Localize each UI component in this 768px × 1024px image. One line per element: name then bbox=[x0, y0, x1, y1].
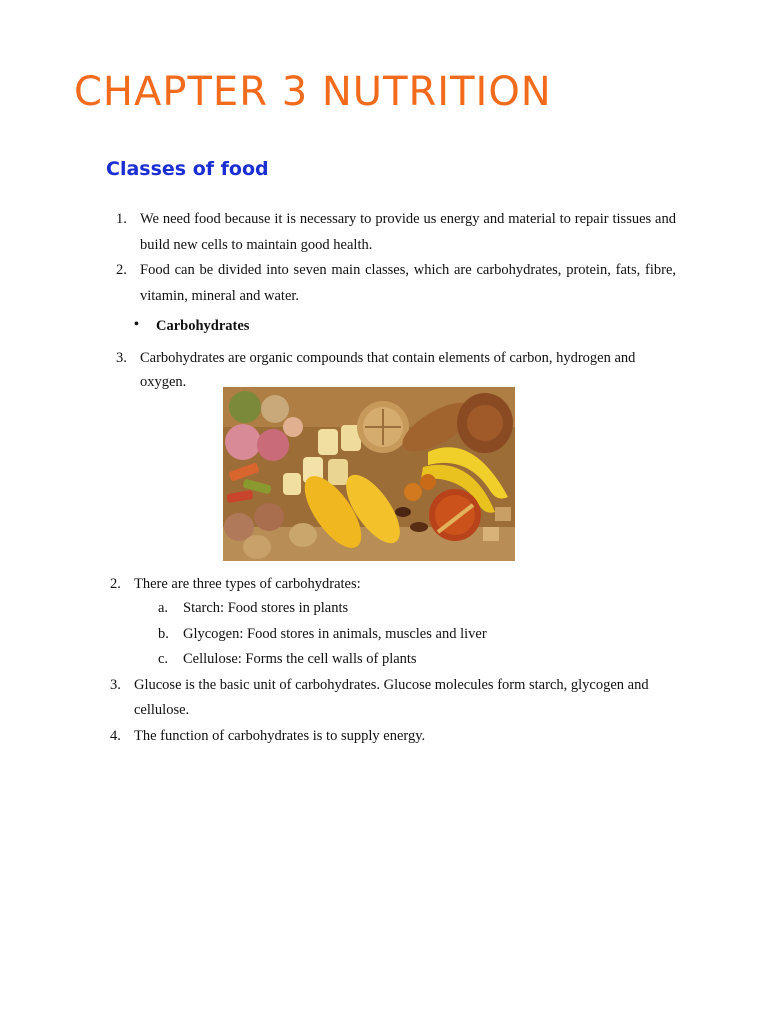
item-number: 4. bbox=[110, 728, 121, 744]
sub-item-text: Cellulose: Forms the cell walls of plants bbox=[183, 651, 417, 667]
item-text: Food can be divided into seven main classes, which are carbohydrates, protein, fats, fibre, vitamin, mineral and water. bbox=[140, 262, 676, 304]
item-text: The function of carbohydrates is to supply energy. bbox=[134, 728, 426, 744]
sub-list-item bbox=[158, 651, 417, 668]
list-item bbox=[110, 673, 670, 723]
sub-list-item bbox=[158, 626, 487, 643]
carbohydrate-foods-image bbox=[223, 387, 515, 561]
sub-item-text: Glycogen: Food stores in animals, muscles and liver bbox=[183, 626, 487, 642]
item-number: 2. bbox=[110, 576, 121, 592]
item-text: There are three types of carbohydrates: bbox=[134, 576, 361, 592]
sub-item-letter: a. bbox=[158, 600, 169, 616]
sub-item-text: Starch: Food stores in plants bbox=[183, 600, 349, 616]
sub-list-item bbox=[158, 600, 348, 617]
chapter-title: CHAPTER 3 NUTRITION bbox=[74, 69, 552, 115]
list-item bbox=[116, 257, 676, 309]
bullet-icon: • bbox=[134, 317, 139, 332]
bullet-carbohydrates bbox=[134, 318, 249, 335]
item-number: 1. bbox=[116, 211, 127, 227]
list-item bbox=[116, 206, 676, 258]
item-number: 2. bbox=[116, 262, 127, 278]
list-item bbox=[110, 572, 670, 596]
list-item bbox=[110, 724, 670, 748]
sub-item-letter: b. bbox=[158, 626, 169, 642]
section-heading: Classes of food bbox=[106, 158, 269, 180]
item-number: 3. bbox=[116, 350, 127, 366]
item-text: Carbohydrates are organic compounds that contain elements of carbon, hydrogen and oxygen. bbox=[140, 350, 636, 390]
item-text: We need food because it is necessary to provide us energy and material to repair tissues and build new cells to maintain good health. bbox=[140, 211, 676, 253]
sub-item-letter: c. bbox=[158, 651, 169, 667]
item-number: 3. bbox=[110, 677, 121, 693]
bullet-label: Carbohydrates bbox=[156, 318, 250, 334]
item-text: Glucose is the basic unit of carbohydrates. Glucose molecules form starch, glycogen and cellulose. bbox=[134, 677, 649, 718]
